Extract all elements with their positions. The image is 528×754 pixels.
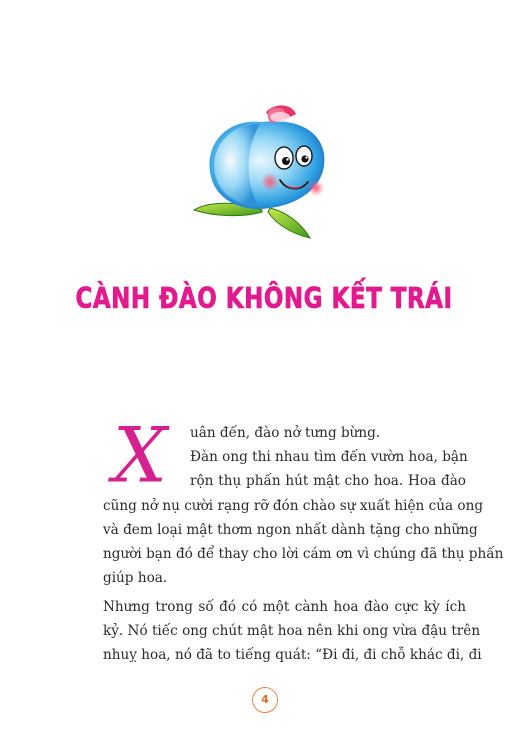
paragraph-1-wrap: [190, 421, 466, 494]
paragraph-line: người bạn đó để thay cho lời cám ơn vì chúng đã thụ phấn: [103, 546, 504, 562]
page-number: 4: [252, 687, 278, 713]
dropcap-letter: [94, 422, 186, 492]
paragraph-line: giúp hoa.: [103, 570, 168, 587]
paragraph-1-body: [103, 494, 504, 591]
svg-text:X: X: [112, 422, 168, 492]
paragraph-line: rộn thụ phấn hút mật cho hoa. Hoa đào: [190, 473, 466, 490]
paragraph-2-body: [103, 595, 482, 668]
paragraph-line: nhuỵ hoa, nó đã to tiếng quát: “Đi đi, đi chỗ khác đi, đi: [103, 647, 482, 664]
chapter-title: CÀNH ĐÀO KHÔNG KẾT TRÁI: [75, 283, 453, 316]
smiling-peach-icon: [192, 100, 342, 240]
paragraph-line: uân đến, đào nở tưng bừng.: [190, 425, 381, 441]
paragraph-line: kỷ. Nó tiếc ong chút mật hoa nên khi ong vừa đậu trên: [103, 623, 481, 640]
paragraph-line: Nhưng trong số đó có một cành hoa đào cực kỳ ích: [103, 599, 466, 615]
paragraph-line: cũng nở nụ cười rạng rỡ đón chào sự xuất hiện của ong: [103, 497, 484, 514]
paragraph-line: Đàn ong thi nhau tìm đến vườn hoa, bận: [190, 449, 468, 466]
paragraph-line: và đem loại mật thơm ngon nhất dành tặng cho những: [103, 521, 478, 538]
